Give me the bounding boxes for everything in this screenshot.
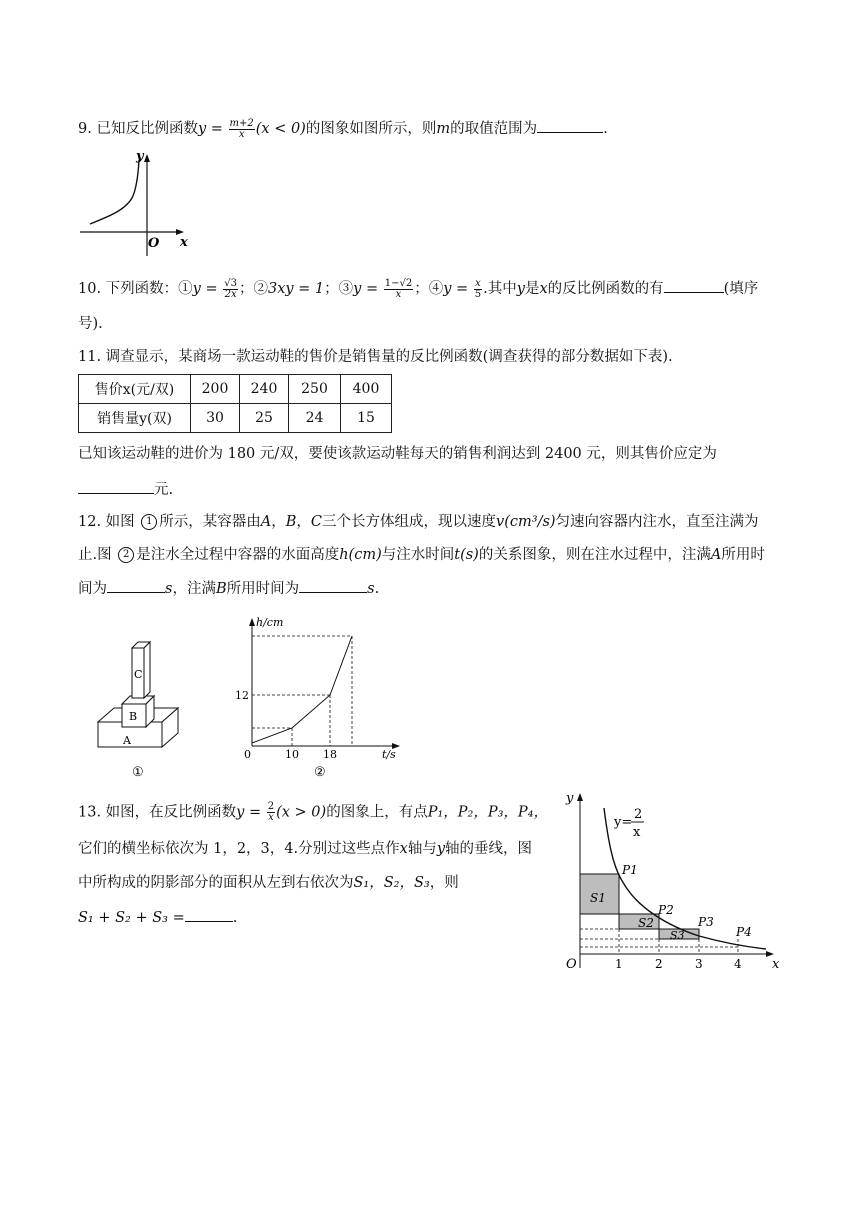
q10-var-x: x [539,281,548,297]
q9-graph-origin: O [148,236,160,251]
q10-number: 10. [78,281,102,297]
q12-var-b: B [285,514,297,530]
q12-fig1-label-a: A [123,734,131,747]
q10-var-y: y [516,281,525,297]
q13-fraction [267,802,275,823]
q12-fig2-caption: ② [314,765,326,780]
q9-number: 9. [78,121,92,137]
q10-text-2: 其中 [487,281,517,297]
q12-var-a: A [260,514,272,530]
q10-text-1: 下列函数： [105,281,179,297]
q10-answer-blank[interactable] [664,278,724,293]
q13-line-4 [78,907,237,928]
q10-frac-4 [474,279,482,300]
q12-graph-tick-12: 12 [235,689,249,702]
q12-end: . [374,581,380,597]
q12-text-2: 所示，某容器由 [159,514,261,530]
q13-text-5: 轴的垂线，图 [445,841,533,857]
q11-row1-cell: 200 [191,375,240,404]
q12-mark-2: 2 [118,547,134,563]
q11-row1-cell: 400 [341,375,392,404]
q10-frac-3 [384,279,413,300]
q10-text-5: (填序 [723,281,759,297]
q13-curve-den: x [633,825,641,840]
q13-tick-1: 1 [615,957,623,971]
q12-var-c: C [310,514,323,530]
q12-t-expr: t(s) [454,547,479,563]
q9-graph [80,148,200,258]
q12-text-7: 与注水时间 [381,547,455,563]
q12-text-5: 止.图 [78,547,112,563]
q9-text-2: 的图象如图所示，则 [305,121,437,137]
q10-expr-3: y = [353,281,379,297]
q10-frac-1-den: 2x [224,288,237,300]
q12-unit-2: s [367,581,375,597]
q13-text-7: ，则 [429,875,459,891]
q13-text-3: 它们的横坐标依次为 1，2，3，4.分别过这些点作 [78,841,400,857]
q12-text-8: 的关系图象，则在注水过程中，注满 [478,547,711,563]
q12-container-figure [92,612,192,782]
q13-s-list: S₁，S₂，S₃ [353,875,430,891]
q13-point-p2: P2 [658,903,674,917]
q13-graph-y-label: y [566,791,574,806]
q11-number: 11. [78,349,102,365]
q12-text-4: 匀速向容器内注水，直至注满为 [555,514,759,530]
q9-fraction [229,119,255,140]
q10-expr-2: 3xy = 1 [267,281,325,297]
q13-tick-2: 2 [655,957,663,971]
q11-text-1: 已知该运动鞋的进价为 180 元/双，要使该款运动鞋每天的销售利润达到 2400 元，则其售价应定为 [78,446,717,462]
q13-text-6: 中所构成的阴影部分的面积从左到右依次为 [78,875,354,891]
q10-frac-4-den: 5 [474,288,482,300]
q13-area-s3: S3 [670,929,685,942]
q12-height-time-graph [232,612,404,782]
q12-text-6: 是注水全过程中容器的水面高度 [136,547,340,563]
q13-curve-label: y= [614,815,633,830]
q12-fig1-caption: ① [132,765,144,780]
q10-sep-1: ； [238,281,254,297]
q11-answer-blank[interactable] [78,479,154,494]
q10-line-1 [78,278,758,300]
q12-line-3 [78,578,379,599]
q13-number: 13. [78,804,102,821]
q11-row2-cell: 24 [289,404,341,433]
q12-unit-1: s [165,581,173,597]
q10-line-2 [78,314,103,334]
q13-var-x: x [399,841,408,857]
q13-point-p3: P3 [698,915,714,929]
q10-text-3: 是 [524,281,540,297]
q11-intro: 调查显示，某商场一款运动鞋的售价是销售量的反比例函数(调查获得的部分数据如下表). [105,349,673,365]
q12-comma-2: ， [296,514,311,530]
q11-row1-cell: 240 [240,375,289,404]
q12-graph-tick-0: 0 [244,748,251,761]
q10-text-4: 的反比例函数的有 [547,281,664,297]
q11-row2-header: 销售量y(双) [79,404,191,433]
q11-table-row-price [79,375,392,404]
q9-condition: (x < 0) [255,121,306,137]
q10-sep-4: . [483,281,488,297]
q13-point-p1: P1 [622,863,638,877]
q9-graph-x-label: x [180,235,188,250]
q12-mark-1: 1 [141,514,157,530]
q9-text-3: 的取值范围为 [450,121,538,137]
q9-end: . [603,121,608,137]
q12-graph-y-axis-label: h/cm [256,616,284,629]
q13-point-p4: P4 [736,925,752,939]
q10-frac-1 [223,279,238,300]
q13-frac-den: x [268,812,274,823]
q13-line-3 [78,873,459,893]
q12-text-12: 所用时间为 [226,581,300,597]
q11-line-1 [78,347,673,367]
q13-graph-x-label: x [772,957,780,972]
q10-expr-4: y = [443,281,469,297]
q13-y-eq: y = [236,804,262,821]
q13-area-s1: S1 [590,891,606,905]
q13-tick-3: 3 [695,957,703,971]
q13-tick-4: 4 [734,957,742,971]
q12-fig1-label-b: B [129,710,138,723]
q10-mark-3: ③ [338,281,354,297]
q12-text-1: 如图 [105,514,135,530]
q12-var-a-2: A [710,547,722,563]
q12-answer-blank-2[interactable] [299,578,367,593]
q11-line-3 [78,479,173,500]
q13-line-1 [78,802,548,823]
q13-text-4: 轴与 [407,841,437,857]
q10-mark-2: ② [253,281,268,297]
q13-var-y: y [436,841,446,857]
q10-frac-3-den: x [395,288,402,300]
q12-h-expr: h(cm) [339,547,382,563]
q13-text-2: 的图象上，有点 [326,804,428,821]
q13-text-1: 如图，在反比例函数 [105,804,237,821]
q10-frac-3-num: 1−√2 [384,277,413,289]
q10-mark-4: ④ [428,281,444,297]
q12-fig1-label-c: C [134,668,143,681]
q12-graph-tick-18: 18 [323,748,337,761]
q12-text-9: 所用时 [721,547,765,563]
q11-row2-cell: 25 [240,404,289,433]
q13-line-2 [78,839,532,859]
q13-sum: S₁ + S₂ + S₃ = [78,910,185,926]
q12-velocity: v(cm³/s) [496,514,556,530]
q11-row2-cell: 15 [341,404,392,433]
q12-graph-tick-10: 10 [285,748,299,761]
q13-graph-origin: O [566,957,577,972]
q12-text-10: 间为 [78,581,107,597]
q9-graph-y-label: y [136,149,144,164]
q10-text-6: 号). [78,316,103,332]
q12-comma-1: ， [271,514,286,530]
q9-y-eq: y = [197,121,223,137]
q13-curve-num: 2 [634,807,643,822]
q11-row1-header: 售价x(元/双) [79,375,191,404]
q10-frac-4-num: x [475,277,481,289]
q13-condition: (x > 0) [276,804,327,821]
q11-text-2: 元. [154,482,174,498]
q13-area-s2: S2 [638,916,654,930]
q9-frac-den: x [238,128,245,140]
q9-var-m: m [436,121,451,137]
q13-answer-blank[interactable] [185,907,233,922]
q12-text-3: 三个长方体组成，现以速度 [322,514,497,530]
q12-number: 12. [78,514,102,530]
q12-answer-blank-1[interactable] [107,578,165,593]
q12-graph-x-axis-label: t/s [382,748,396,761]
q13-frac-num: 2 [267,801,275,812]
q11-row2-cell: 30 [191,404,240,433]
q11-table [78,374,392,433]
q12-line-2 [78,545,765,565]
q9-answer-blank[interactable] [537,118,603,133]
q13-end: . [232,910,238,926]
q13-graph [558,786,790,976]
q10-sep-2: ； [324,281,339,297]
q11-line-2 [78,444,717,464]
q12-text-11: ，注满 [172,581,216,597]
q13-points: P₁，P₂，P₃，P₄， [427,804,548,821]
q11-table-row-quantity [79,404,392,433]
q10-frac-1-num: √3 [224,277,237,289]
q10-expr-1: y = [192,281,218,297]
q10-mark-1: ① [178,281,193,297]
q12-line-1 [78,512,759,532]
q9-line [78,118,608,140]
q9-frac-num: m+2 [229,117,254,129]
q9-text-1: 已知反比例函数 [96,121,198,137]
q12-var-b-2: B [215,581,227,597]
q11-row1-cell: 250 [289,375,341,404]
q10-sep-3: ； [414,281,429,297]
